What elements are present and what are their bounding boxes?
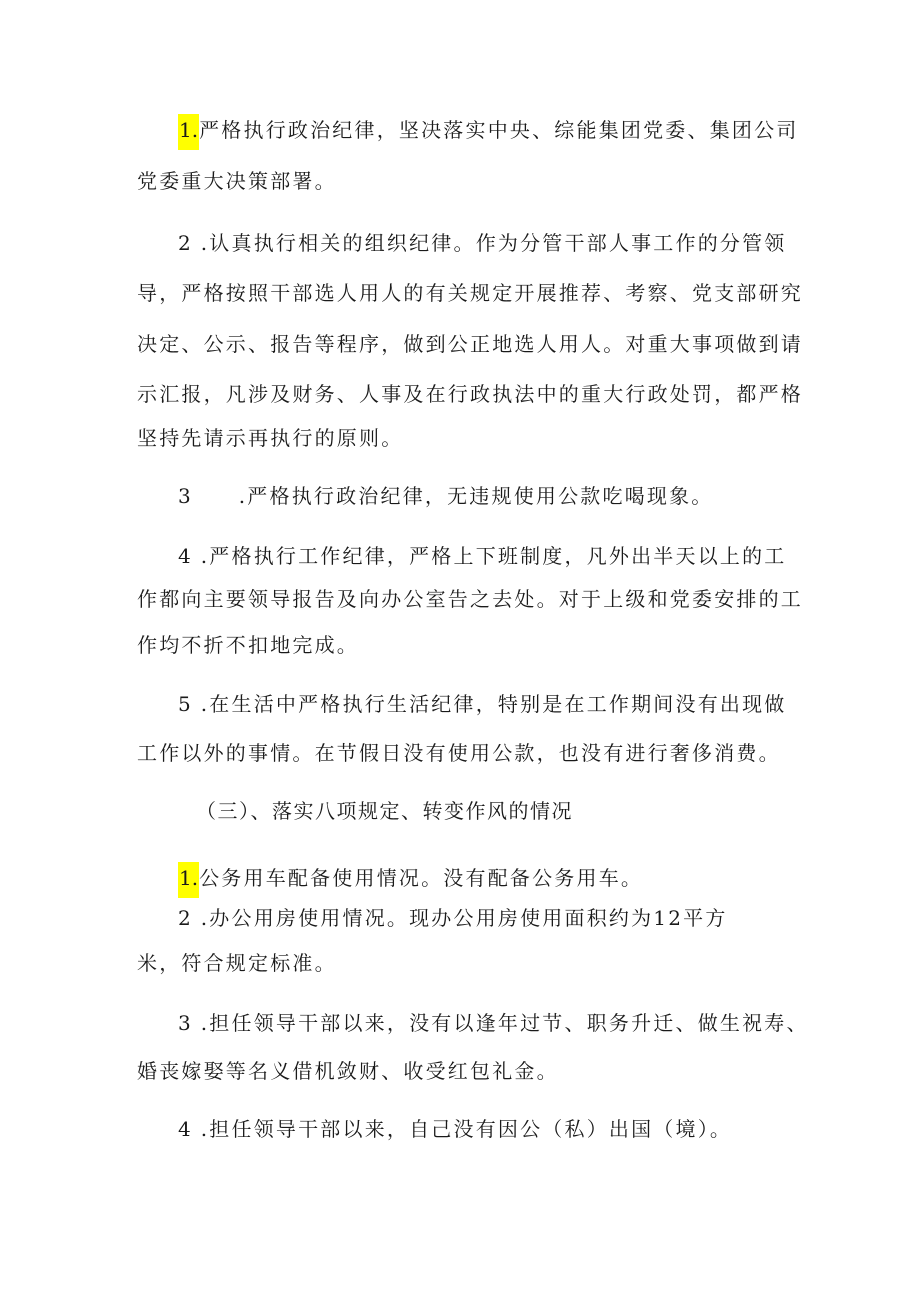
item-text: .认真执行相关的组织纪律。作为分管干部人事工作的分管领 — [200, 231, 787, 255]
discipline-item-1-line-1 — [178, 117, 838, 143]
item-text: 严格执行政治纪律，坚决落实中央、综能集团党委、集团公司 — [199, 118, 799, 142]
discipline-item-4-line-1 — [178, 543, 838, 569]
discipline-item-5-line-1 — [178, 691, 838, 717]
item-number: 4 — [178, 1117, 191, 1141]
item-number: 3 — [178, 484, 191, 508]
discipline-item-1-line-2: 党委重大决策部署。 — [137, 169, 337, 193]
item-number: 4 — [178, 544, 191, 568]
discipline-item-2-line-4: 示汇报，凡涉及财务、人事及在行政执法中的重大行政处罚，都严格 — [137, 382, 803, 406]
section-3-item-4-line-1 — [178, 1116, 838, 1142]
item-number: 3 — [178, 1011, 191, 1035]
section-3-item-2-line-1 — [178, 905, 838, 931]
item-number-highlight: 1. — [178, 862, 199, 898]
discipline-item-2-line-5: 坚持先请示再执行的原则。 — [137, 426, 404, 450]
item-number: 2 — [178, 906, 191, 930]
section-3-item-3-line-2: 婚丧嫁娶等名义借机敛财、收受红包礼金。 — [137, 1059, 559, 1083]
discipline-item-2-line-1 — [178, 230, 838, 256]
discipline-item-2-line-3: 决定、公示、报告等程序，做到公正地选人用人。对重大事项做到请 — [137, 332, 803, 356]
item-text: .担任领导干部以来，自己没有因公（私）出国（境）。 — [200, 1117, 733, 1141]
section-3-item-2-line-2: 米，符合规定标准。 — [137, 951, 337, 975]
item-number-highlight: 1. — [178, 114, 199, 150]
item-number: 2 — [178, 231, 191, 255]
item-text: 公务用车配备使用情况。没有配备公务用车。 — [199, 866, 644, 890]
item-text: .办公用房使用情况。现办公用房使用面积约为12平方 — [200, 906, 728, 930]
section-3-heading: （三）、落实八项规定、转变作风的情况 — [196, 799, 573, 823]
discipline-item-4-line-3: 作均不折不扣地完成。 — [137, 633, 359, 657]
item-number: 5 — [178, 692, 191, 716]
section-3-item-3-line-1 — [178, 1010, 838, 1036]
discipline-item-3-line-1 — [178, 483, 838, 509]
item-text: .严格执行工作纪律，严格上下班制度，凡外出半天以上的工 — [200, 544, 787, 568]
discipline-item-4-line-2: 作都向主要领导报告及向办公室告之去处。对于上级和党委安排的工 — [137, 587, 803, 611]
discipline-item-5-line-2: 工作以外的事情。在节假日没有使用公款，也没有进行奢侈消费。 — [137, 741, 781, 765]
item-text: .担任领导干部以来，没有以逢年过节、职务升迁、做生祝寿、 — [200, 1011, 809, 1035]
item-text: .在生活中严格执行生活纪律，特别是在工作期间没有出现做 — [200, 692, 787, 716]
item-text: .严格执行政治纪律，无违规使用公款吃喝现象。 — [238, 484, 714, 508]
section-3-item-1-line-1 — [178, 865, 838, 891]
discipline-item-2-line-2: 导，严格按照干部选人用人的有关规定开展推荐、考察、党支部研究 — [137, 281, 803, 305]
